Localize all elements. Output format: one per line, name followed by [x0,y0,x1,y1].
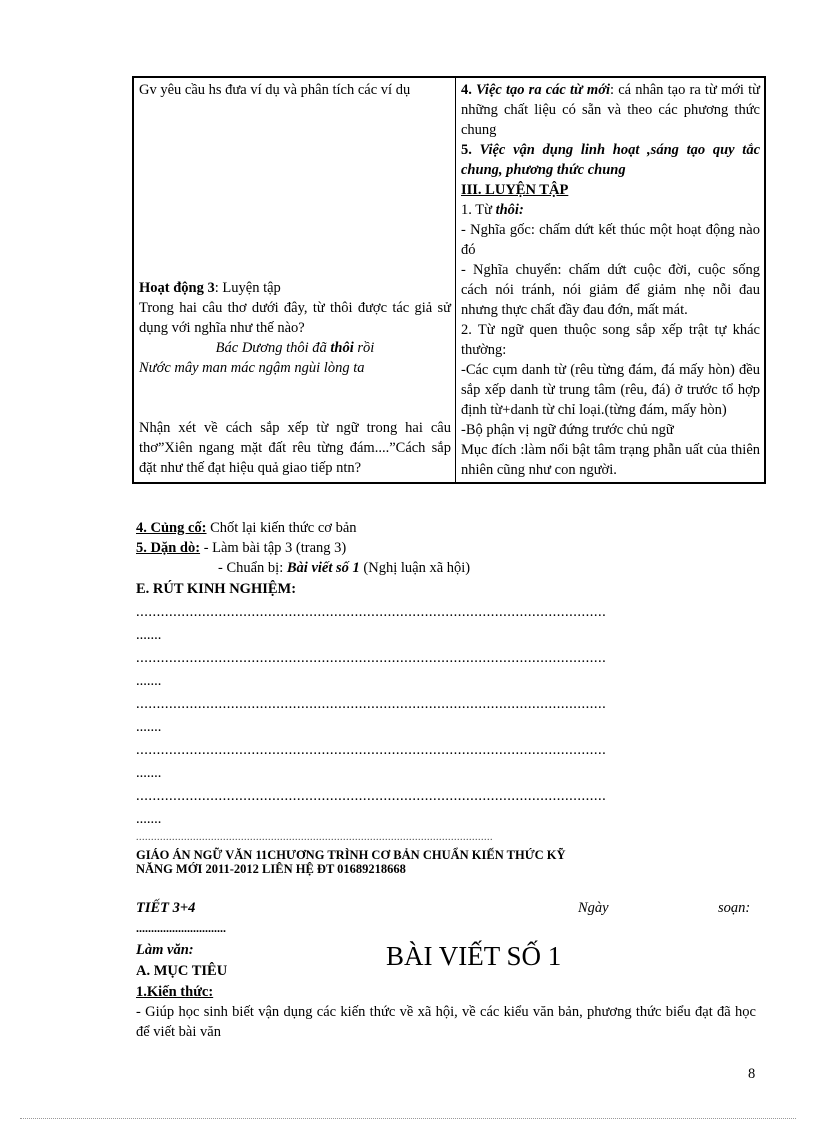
poem-line-1-a: Bác Dương thôi đã [215,340,331,356]
poem-line-2: Nước mây man mác ngậm ngùi lòng ta [139,360,365,376]
activity-label: Hoạt động 3 [139,280,215,296]
practice-2-point-a: -Các cụm danh từ (rêu từng đám, đá mấy hòn) đều sắp xếp danh từ trung tâm (rêu, đá) ở trước tổ hợp định từ+danh từ chỉ loại.(từng đám, mấy hòn) [461,362,760,418]
knowledge-text: - Giúp học sinh biết vận dụng các kiến thức về xã hội, về các kiểu văn bản, phương thức biểu đạt đã học để viết bài văn [136,1004,756,1040]
date-dots: .............................. [136,921,226,935]
practice-1-label: 1. Từ [461,202,496,218]
homework-line [136,538,346,558]
page-number: 8 [748,1066,756,1082]
section-luyen-tap: III. LUYỆN TẬP [461,182,569,198]
practice-2-heading: 2. Từ ngữ quen thuộc song sắp xếp trật tự khác thường: [461,322,760,358]
homework-label: 5. Dặn dò: [136,540,201,556]
consolidate-label: 4. Củng cố: [136,520,207,536]
prepare-suffix: (Nghị luận xã hội) [359,560,471,576]
poem-line-1 [139,338,451,358]
separator-dots: ....................................................................................................................... [136,832,493,843]
item-4 [461,80,760,140]
original-meaning: - Nghĩa gốc: chấm dứt kết thúc một hoạt động nào đó [461,222,760,258]
dot-line-2: .................................................................................................................. [136,650,607,666]
item-5 [461,140,760,180]
prepare-line [218,558,470,578]
derived-meaning: - Nghĩa chuyển: chấm dứt cuộc đời, cuộc sống cách nói tránh, nói giảm để giảm nhẹ nỗi đau nhưng thực chất đầy đau đớn, mất mát. [461,262,760,318]
dot-short-5: ....... [136,811,162,827]
page-title: BÀI VIẾT SỐ 1 [386,941,562,971]
dot-line-1: .................................................................................................................. [136,604,607,620]
dot-short-3: ....... [136,719,162,735]
consolidate-line [136,518,357,538]
lesson-table [132,76,766,484]
practice-1-heading [461,200,760,220]
item-4-text: : cá nhân tạo ra từ mới từ những chất liệu có sẵn và theo các phương thức chung [461,82,760,138]
teacher-activity-column [133,77,456,483]
dot-line-5: .................................................................................................................. [136,788,607,804]
promo-line-1: GIÁO ÁN NGỮ VĂN 11CHƯƠNG TRÌNH CƠ BẢN CHUẨN KIẾN THỨC KỸ [136,848,566,862]
dot-line-4: .................................................................................................................. [136,742,607,758]
dot-short-1: ....... [136,627,162,643]
knowledge-heading: 1.Kiến thức: [136,984,214,1000]
dot-line-3: .................................................................................................................. [136,696,607,712]
item-4-label: 4. [461,82,477,98]
practice-2-purpose: Mục đích :làm nổi bật tâm trạng phẫn uất của thiên nhiên cũng như con người. [461,442,760,478]
practice-1-word: thôi: [495,202,524,218]
lesson-period: TIẾT 3+4 [136,900,196,916]
homework-text: - Làm bài tập 3 (trang 3) [200,540,347,556]
prepare-prefix: - Chuẩn bị: [218,560,287,576]
practice-2-point-b: -Bộ phận vị ngữ đứng trước chủ ngữ [461,422,674,438]
consolidate-text: Chốt lại kiến thức cơ bản [206,520,357,536]
activity-3 [139,278,451,298]
item-4-title: Việc tạo ra các từ mới [476,82,611,98]
content-column [456,77,766,483]
item-5-label: 5. [461,142,480,158]
experience-heading: E. RÚT KINH NGHIỆM: [136,581,297,597]
gv-request: Gv yêu cầu hs đưa ví dụ và phân tích các ví dụ [139,82,411,98]
activity-text: : Luyện tập [214,280,281,296]
objectives-heading: A. MỤC TIÊU [136,963,228,979]
promo-line-2: NĂNG MỚI 2011-2012 LIÊN HỆ ĐT 01689218668 [136,862,406,876]
dot-short-2: ....... [136,673,162,689]
item-5-title: Việc vận dụng linh hoạt ,sáng tạo quy tắc chung, phương thức chung [461,142,760,178]
dot-short-4: ....... [136,765,162,781]
prepare-bold: Bài viết số 1 [286,560,360,576]
subject-label: Làm văn: [136,942,194,958]
page-bottom-rule [20,1118,796,1119]
date-label: Ngày [578,900,609,916]
question-2: Nhận xét về cách sắp xếp từ ngữ trong hai câu thơ”Xiên ngang mặt đất rêu từng đám....”Cách sắp đặt như thế đạt hiệu quả giao tiếp ntn? [139,420,451,476]
poem-line-1-c: rồi [353,340,375,356]
poem-line-1-b: thôi [330,340,354,356]
date-label-2: soạn: [718,900,751,916]
question-1: Trong hai câu thơ dưới đây, từ thôi được tác giả sử dụng với nghĩa như thế nào? [139,300,451,336]
